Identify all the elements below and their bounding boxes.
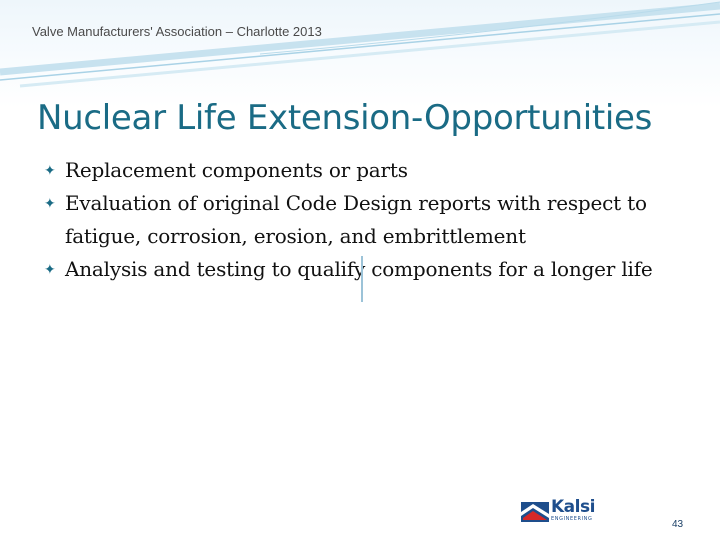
list-item <box>44 253 684 286</box>
bullet-text: Analysis and testing to qualify components for a longer life <box>65 257 653 281</box>
logo-subtext: ENGINEERING <box>551 516 593 522</box>
drop-bullet-icon: ✦ <box>44 163 56 179</box>
list-item <box>44 154 684 187</box>
header-swoosh-decoration <box>0 0 720 90</box>
list-item <box>44 187 684 253</box>
down-arrow-icon <box>360 256 364 302</box>
bullet-text: Replacement components or parts <box>65 158 408 182</box>
drop-bullet-icon: ✦ <box>44 262 56 278</box>
page-title: Nuclear Life Extension-Opportunities <box>37 98 653 138</box>
bullet-list <box>44 154 684 286</box>
drop-bullet-icon: ✦ <box>44 196 56 212</box>
bullet-text: Evaluation of original Code Design reports with respect to fatigue, corrosion, erosion, and embrittlement <box>65 191 647 248</box>
logo-name: Kalsi <box>551 497 595 517</box>
page-number: 43 <box>672 519 684 530</box>
header-text: Valve Manufacturers' Association – Charlotte 2013 <box>32 24 322 39</box>
